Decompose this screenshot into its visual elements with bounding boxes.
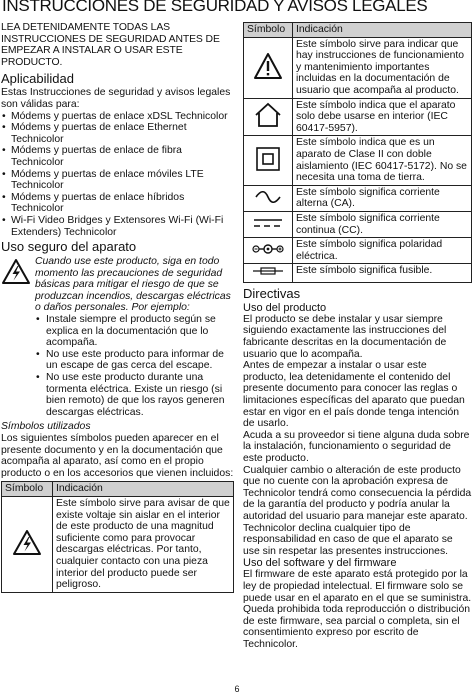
safe-use-heading: Uso seguro del aparato: [1, 239, 137, 255]
symbol-cell: [244, 136, 293, 185]
list-item: • Módems y puertas de enlace Ethernet Technicolor: [1, 122, 234, 145]
list-item: • No use este producto para informar de un escape de gas cerca del escape.: [35, 349, 234, 372]
software-paragraph: El firmware de este aparato está protegido por la ley de propiedad intelectual. El firmware solo se puede usar en el aparato en el que se suministra. Queda prohibida toda reproducción o distribución de este firmware, sea parcial o completa, sin el consentimiento expreso por escrito de Technicolor.: [243, 569, 472, 650]
fuse-icon: [252, 266, 284, 276]
table-row: [244, 185, 472, 211]
class-ii-icon: [255, 146, 281, 172]
symbol-cell: [244, 238, 293, 264]
symbols-text: Los siguientes símbolos pueden aparecer en el presente documento y en la documentación que acompaña al aparato, así como en el propio producto o en los accesorios que vienen incluidos:: [1, 433, 234, 479]
right-column: [243, 22, 472, 651]
polarity-icon: [251, 243, 285, 255]
lightning-warning-icon: [12, 529, 42, 556]
intro-warning: LEA DETENIDAMENTE TODAS LAS INSTRUCCIONES DE SEGURIDAD ANTES DE EMPEZAR A INSTALAR O USAR ESTE PRODUCTO.: [1, 22, 220, 68]
table-row: [244, 136, 472, 185]
symbols-table-left: [1, 481, 234, 592]
indication-cell: Este símbolo significa fusible.: [293, 264, 472, 283]
symbol-cell: [244, 185, 293, 211]
exclamation-warning-icon: [253, 52, 283, 80]
table-row: [244, 211, 472, 237]
page-title: INSTRUCCIONES DE SEGURIDAD Y AVISOS LEGALES: [2, 0, 428, 15]
product-use-paragraph: Antes de empezar a instalar o usar este producto, lea detenidamente el contenido del presente documento para conocer las reglas o limitaciones específicas del aparato que puedan estar en vigor en el país donde tenga intención de usarlo.: [243, 360, 465, 430]
direct-current-icon: [252, 217, 284, 229]
table-row: [244, 264, 472, 283]
directives-heading: Directivas: [243, 285, 301, 301]
table-header-row: [2, 482, 234, 497]
symbol-cell: [244, 98, 293, 136]
left-column: [1, 22, 234, 593]
software-heading: Uso del software y del firmware: [243, 557, 397, 570]
symbol-cell: [244, 211, 293, 237]
symbols-used-label: Símbolos utilizados: [1, 421, 91, 433]
house-icon: [253, 102, 283, 128]
indication-cell: Este símbolo indica que es un aparato de Clase II con doble aislamiento (IEC 60417-5172). No se necesita una toma de tierra.: [293, 136, 472, 185]
table-row: [244, 37, 472, 98]
list-item: • Módems y puertas de enlace xDSL Technicolor: [1, 111, 234, 123]
indication-cell: Este símbolo significa corriente alterna (CA).: [293, 185, 472, 211]
symbol-cell: [2, 496, 53, 592]
list-item: • Módems y puertas de enlace híbridos Technicolor: [1, 192, 234, 215]
product-use-paragraph: Acuda a su proveedor si tiene alguna duda sobre la instalación, funcionamiento o seguridad de este producto.: [243, 429, 470, 464]
list-item: • Wi-Fi Video Bridges y Extensores Wi-Fi (Wi-Fi Extenders) Technicolor: [1, 215, 234, 238]
product-use-heading: Uso del producto: [243, 301, 327, 314]
column-header-symbol: Símbolo: [244, 23, 293, 38]
table-header-row: [244, 23, 472, 38]
indication-cell: Este símbolo significa polaridad eléctrica.: [293, 238, 472, 264]
indication-cell: Este símbolo sirve para avisar de que existe voltaje sin aislar en el interior de este producto de una magnitud suficiente como para provocar descargas eléctricas. Por tanto, cualquier contacto con una pieza interior del producto puede ser peligroso.: [53, 496, 234, 592]
table-row: [244, 238, 472, 264]
column-header-indication: Indicación: [293, 23, 472, 38]
column-header-indication: Indicación: [53, 482, 234, 497]
indication-cell: Este símbolo indica que el aparato solo debe usarse en interior (IEC 60417-5957).: [293, 98, 472, 136]
product-use-paragraph: Cualquier cambio o alteración de este producto que no cuente con la aprobación expresa de Technicolor tendrá como consecuencia la pérdida de la garantía del producto y podría anular la autoridad del usuario para manejar este aparato. Technicolor declina cualquier tipo de responsabilidad en caso de que el aparato se use sin respetar las presentes instrucciones.: [243, 464, 472, 557]
safety-list: [35, 314, 234, 418]
safety-block: [1, 256, 234, 420]
product-use-paragraph: El producto se debe instalar y usar siempre siguiendo exactamente las instrucciones del fabricante descritas en la documentación de usuario que lo acompaña.: [243, 313, 447, 360]
applicability-heading: Aplicabilidad: [1, 71, 74, 87]
symbol-cell: [244, 264, 293, 283]
symbol-cell: [244, 37, 293, 98]
safety-intro: Cuando use este producto, siga en todo momento las precauciones de seguridad básicas para mitigar el riesgo de que se produzcan incendios, descargas eléctricas o daños personales. Por ejemplo:: [35, 256, 231, 314]
alternating-current-icon: [253, 191, 283, 203]
list-item: • Módems y puertas de enlace móviles LTE Technicolor: [1, 169, 234, 192]
symbols-table-right: [243, 22, 472, 283]
applicability-list: [1, 111, 234, 239]
indication-cell: Este símbolo sirve para indicar que hay instrucciones de funcionamiento y mantenimiento importantes incluidas en la documentación de usuario que acompaña al producto.: [293, 37, 472, 98]
list-item: • Instale siempre el producto según se explica en la documentación que lo acompaña.: [35, 314, 234, 349]
list-item: • No use este producto durante una tormenta eléctrica. Existe un riesgo (si bien remoto) de que los rayos generen descargas eléctricas.: [35, 372, 234, 418]
page-number: 6: [234, 684, 240, 694]
list-item: • Módems y puertas de enlace de fibra Technicolor: [1, 145, 234, 168]
applicability-text: Estas Instrucciones de seguridad y avisos legales son válidas para:: [1, 87, 231, 110]
lightning-warning-icon: [1, 256, 31, 420]
table-row: [244, 98, 472, 136]
table-row: [2, 496, 234, 592]
column-header-symbol: Símbolo: [2, 482, 53, 497]
indication-cell: Este símbolo significa corriente continua (CC).: [293, 211, 472, 237]
